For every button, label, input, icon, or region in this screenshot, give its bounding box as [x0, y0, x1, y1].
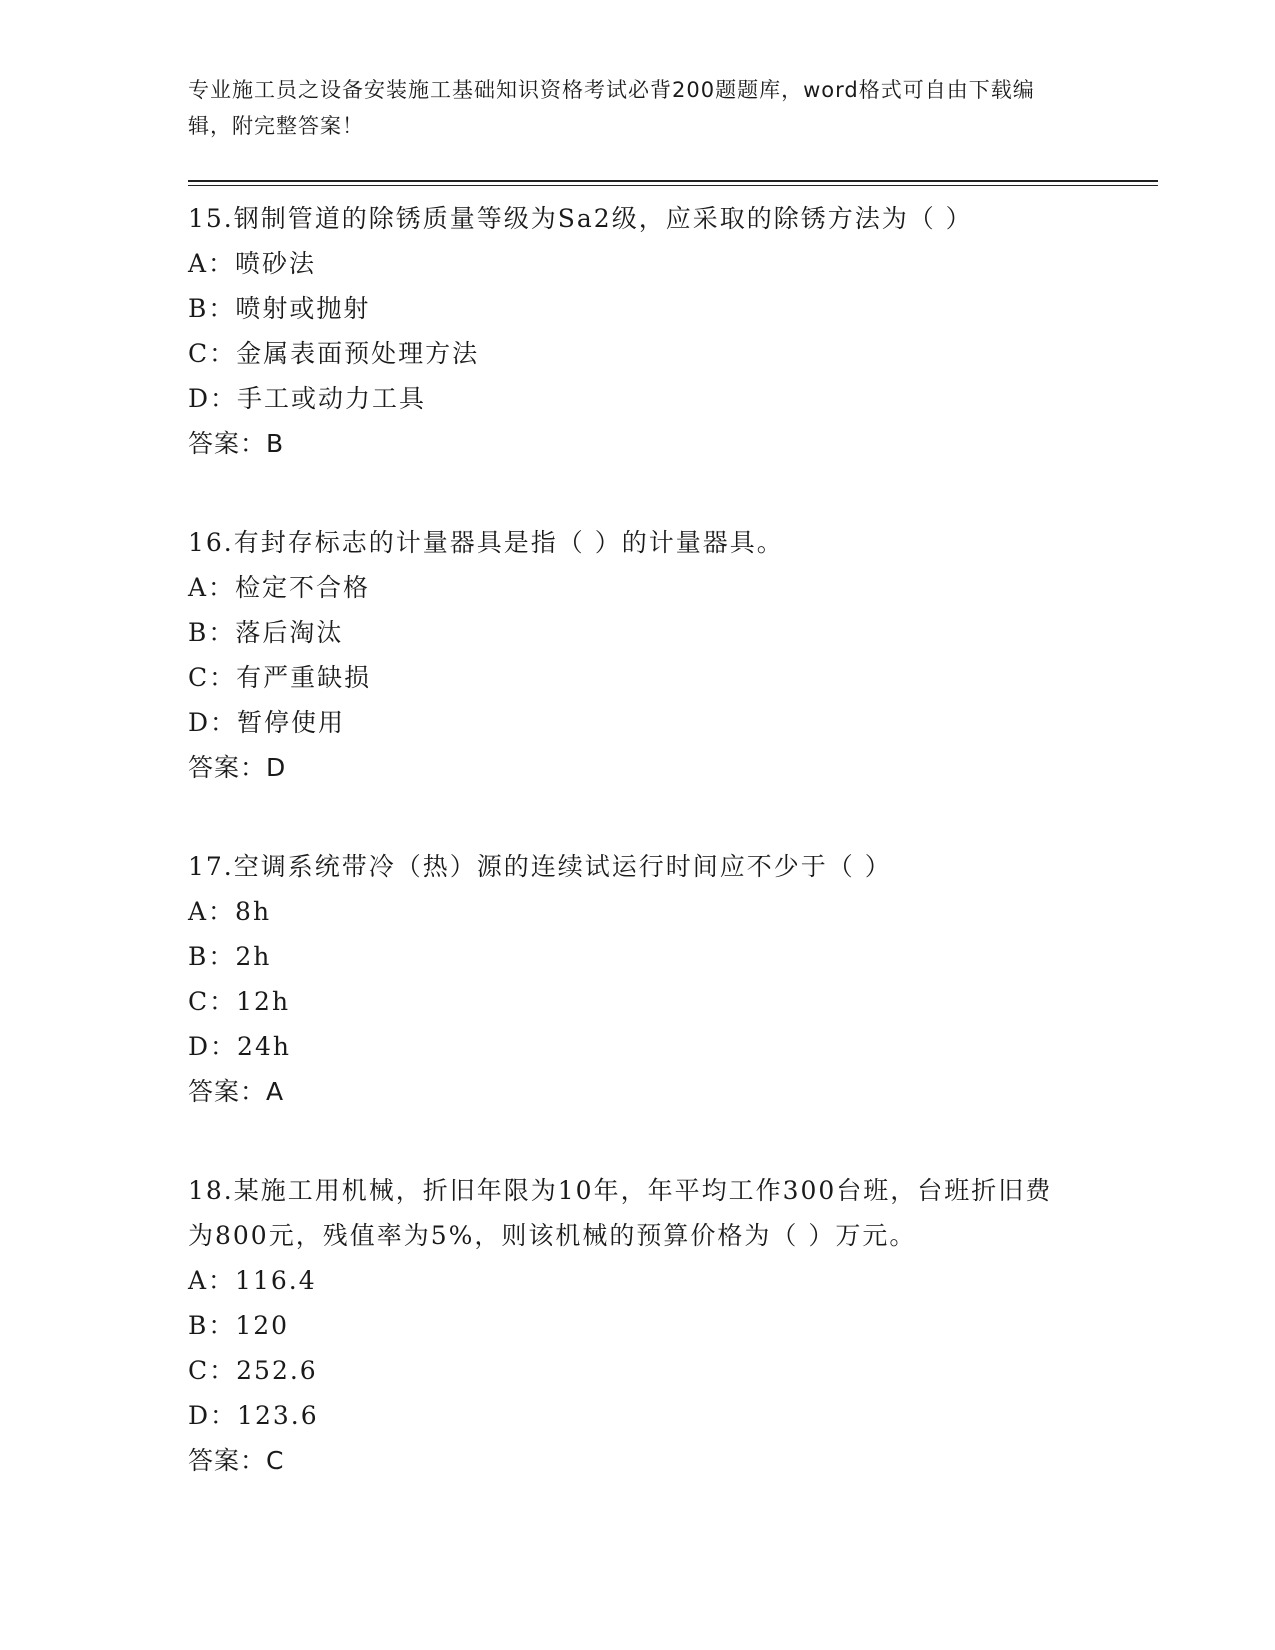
- option-d: D：手工或动力工具: [188, 384, 427, 413]
- question-title: 18.某施工用机械，折旧年限为10年，年平均工作300台班，台班折旧费为800元，残值率为5%，则该机械的预算价格为（ ）万元。: [188, 1176, 1053, 1250]
- option-c: C：金属表面预处理方法: [188, 339, 480, 368]
- option-b: B：喷射或抛射: [188, 294, 371, 323]
- option-c: C：12h: [188, 987, 291, 1016]
- answer-label: 答案：A: [188, 1077, 285, 1106]
- option-a: A：喷砂法: [188, 249, 317, 278]
- header-divider: [188, 180, 1158, 186]
- question-title: 15.钢制管道的除锈质量等级为Sa2级，应采取的除锈方法为（ ）: [188, 204, 973, 233]
- option-b: B：120: [188, 1311, 290, 1340]
- option-d: D：123.6: [188, 1401, 319, 1430]
- option-d: D：24h: [188, 1032, 291, 1061]
- option-b: B：2h: [188, 942, 272, 971]
- option-c: C：有严重缺损: [188, 663, 372, 692]
- document-page: [188, 72, 1158, 1483]
- document-header: 专业施工员之设备安装施工基础知识资格考试必背200题题库，word格式可自由下载编辑，附完整答案！: [188, 78, 1035, 138]
- option-a: A：检定不合格: [188, 573, 371, 602]
- option-d: D：暂停使用: [188, 708, 346, 737]
- answer-label: 答案：B: [188, 429, 285, 458]
- question-17: [188, 844, 1158, 1114]
- option-c: C：252.6: [188, 1356, 318, 1385]
- option-a: A：8h: [188, 897, 272, 926]
- answer-label: 答案：D: [188, 753, 287, 782]
- question-title: 17.空调系统带冷（热）源的连续试运行时间应不少于（ ）: [188, 852, 892, 881]
- question-18: [188, 1168, 1158, 1483]
- question-15: [188, 196, 1158, 466]
- question-16: [188, 520, 1158, 790]
- option-b: B：落后淘汰: [188, 618, 344, 647]
- answer-label: 答案：C: [188, 1446, 285, 1475]
- option-a: A：116.4: [188, 1266, 317, 1295]
- question-title: 16.有封存标志的计量器具是指（ ）的计量器具。: [188, 528, 784, 557]
